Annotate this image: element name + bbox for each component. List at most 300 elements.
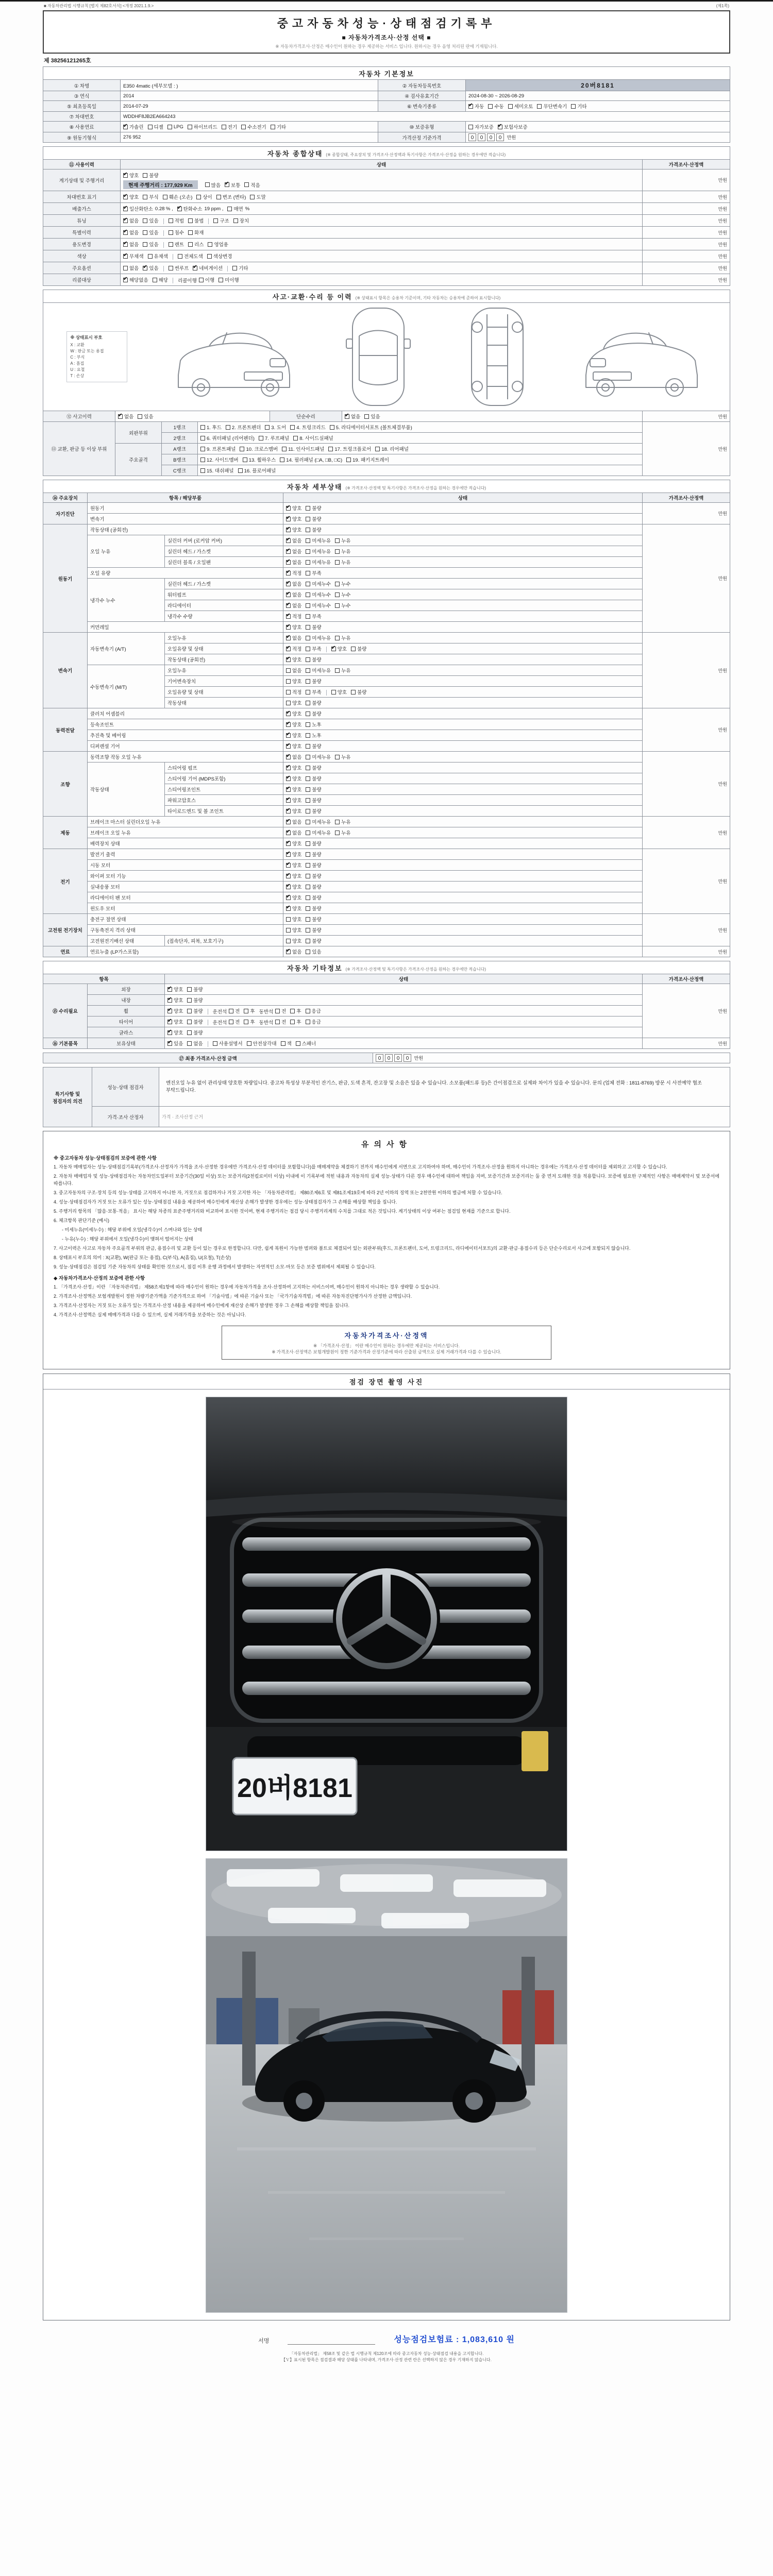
checkbox-option[interactable] (275, 1018, 286, 1025)
checkbox-option[interactable] (167, 1029, 183, 1036)
checkbox-option[interactable] (306, 602, 331, 609)
option-label: 유채색 (154, 254, 169, 260)
option-label: 양호 (292, 863, 302, 869)
use-history-label: 계기상태 및 주행거리 (43, 170, 121, 191)
checkbox-option[interactable] (143, 241, 158, 248)
checkbox-option[interactable] (306, 786, 321, 793)
checkbox-option[interactable] (187, 996, 203, 1004)
checkbox-option[interactable] (328, 445, 371, 452)
checkbox-option[interactable] (167, 1040, 183, 1047)
checkbox-option[interactable] (200, 434, 255, 442)
price-unit: 만원 (718, 727, 727, 733)
checkbox-option[interactable] (335, 591, 350, 598)
checkbox-option[interactable] (188, 241, 204, 248)
checkbox-option[interactable] (306, 905, 321, 912)
checkbox-option[interactable] (306, 894, 321, 901)
item-header: 항목 / 해당부품 (88, 493, 283, 503)
checkbox-option[interactable] (286, 872, 301, 879)
checkbox-option[interactable] (335, 818, 350, 825)
use-history-label: 튜닝 (43, 215, 121, 227)
checkbox-option[interactable] (286, 645, 301, 652)
checkbox-option[interactable] (188, 229, 204, 236)
price-unit: 만원 (718, 668, 727, 673)
checkbox-option[interactable] (123, 241, 139, 248)
checkbox-box (143, 230, 147, 235)
price-unit: 만원 (718, 265, 727, 271)
section-basic-info (43, 66, 730, 143)
checkbox-option[interactable] (335, 580, 350, 587)
checkbox-option[interactable] (286, 721, 301, 728)
item-cell: 브레이크 마스터 실린더오일 누유 (88, 817, 283, 827)
checkbox-option[interactable] (286, 786, 301, 793)
checkbox-option[interactable] (265, 423, 286, 431)
device-cell: 전기 (43, 849, 88, 914)
checkbox-option[interactable] (286, 569, 301, 577)
checkbox-option[interactable] (306, 937, 321, 944)
checkbox-option[interactable] (286, 796, 301, 804)
checkbox-option[interactable] (169, 229, 184, 236)
checkbox-option[interactable] (286, 699, 301, 706)
etc-row (43, 1016, 730, 1027)
checkbox-option[interactable] (271, 123, 286, 130)
checkbox-option[interactable] (225, 181, 240, 189)
simple-repair-label: 단순수리 (270, 411, 342, 422)
part-cell: 워터펌프 (165, 589, 283, 600)
status-cell (283, 622, 643, 633)
checkbox-option[interactable] (306, 677, 321, 685)
checkbox-option[interactable] (200, 445, 236, 452)
checkbox-option[interactable] (286, 656, 301, 663)
checkbox-option[interactable] (286, 851, 301, 858)
option-label: 부족 (312, 690, 322, 696)
checkbox-option[interactable] (286, 829, 301, 836)
checkbox-option[interactable] (306, 948, 321, 955)
checkbox-box (286, 787, 291, 792)
checkbox-option[interactable] (286, 504, 301, 512)
checkbox-option[interactable] (306, 591, 331, 598)
checkbox-option[interactable] (118, 413, 133, 420)
detail-row (43, 827, 730, 838)
option-label: 없음 (129, 218, 139, 224)
checkbox-option[interactable] (286, 807, 301, 815)
checkbox-box (118, 414, 123, 419)
checkbox-option[interactable] (196, 193, 212, 200)
checkbox-option[interactable] (123, 123, 144, 130)
checkbox-option[interactable] (233, 217, 249, 224)
checkbox-box (306, 603, 310, 608)
checkbox-option[interactable] (306, 710, 321, 717)
checkbox-option[interactable] (286, 894, 301, 901)
option-label: 미세누유 (312, 755, 331, 760)
checkbox-option[interactable] (123, 217, 139, 224)
option-label: 불량 (312, 625, 322, 631)
checkbox-option[interactable] (286, 916, 301, 923)
item-cell: 오일 누유 (88, 535, 165, 568)
checkbox-option[interactable] (571, 103, 586, 110)
option-label: 노후 (312, 733, 322, 739)
checkbox-option[interactable] (286, 623, 301, 631)
checkbox-option[interactable] (200, 467, 234, 474)
checkbox-option[interactable] (286, 905, 301, 912)
checkbox-option[interactable] (306, 851, 321, 858)
checkbox-option[interactable] (286, 937, 301, 944)
checkbox-box (488, 104, 493, 109)
checkbox-option[interactable] (286, 732, 301, 739)
checkbox-option[interactable] (306, 1018, 321, 1025)
checkbox-option[interactable] (335, 667, 350, 674)
checkbox-option[interactable] (222, 123, 237, 130)
checkbox-option[interactable] (200, 456, 239, 463)
checkbox-option[interactable] (216, 193, 246, 200)
checkbox-option[interactable] (335, 634, 350, 641)
checkbox-option[interactable] (498, 123, 528, 130)
checkbox-option[interactable] (200, 423, 222, 431)
option-label: 자가보증 (475, 125, 494, 130)
option-label: 양호 (292, 928, 302, 934)
checkbox-option[interactable] (306, 872, 321, 879)
checkbox-option[interactable] (306, 558, 331, 566)
checkbox-option[interactable] (306, 688, 321, 696)
checkbox-option[interactable] (275, 1007, 286, 1014)
checkbox-option[interactable] (306, 883, 321, 890)
checkbox-option[interactable] (193, 264, 223, 272)
checkbox-option[interactable] (163, 193, 193, 200)
checkbox-option[interactable] (335, 602, 350, 609)
checkbox-option[interactable] (178, 252, 203, 260)
legend-item: T : 손상 (70, 374, 85, 378)
checkbox-box (207, 254, 212, 259)
price-estimate-note: ※ 가격조사·산정액은 보험개발원이 정한 기준가격과 산정기준에 따라 산출된 금액으로 실제 거래가격과 다를 수 있습니다. (272, 1349, 501, 1354)
checkbox-option[interactable] (167, 1007, 183, 1014)
checkbox-option[interactable] (306, 613, 321, 620)
checkbox-option[interactable] (345, 413, 360, 420)
checkbox-option[interactable] (364, 413, 380, 420)
checkbox-option[interactable] (286, 515, 301, 522)
checkbox-option[interactable] (187, 986, 203, 993)
option-label: 불량 (312, 517, 322, 522)
checkbox-option[interactable] (306, 829, 331, 836)
checkbox-option[interactable] (286, 688, 301, 696)
checkbox-option[interactable] (468, 103, 484, 110)
checkbox-option[interactable] (508, 103, 533, 110)
option-label: 8. 사이드실패널 (299, 436, 333, 442)
checkbox-option[interactable] (290, 423, 325, 431)
checkbox-option[interactable] (226, 423, 261, 431)
checkbox-option[interactable] (286, 818, 301, 825)
checkbox-option[interactable] (306, 526, 321, 533)
checkbox-option[interactable] (187, 1029, 203, 1036)
checkbox-option[interactable] (306, 861, 321, 869)
checkbox-option[interactable] (306, 656, 321, 663)
checkbox-option[interactable] (335, 548, 350, 555)
checkbox-option[interactable] (219, 276, 239, 283)
checkbox-option[interactable] (123, 276, 148, 283)
checkbox-option[interactable] (306, 515, 321, 522)
checkbox-option[interactable] (167, 986, 183, 993)
option-label: 불량 (312, 917, 322, 923)
checkbox-box (306, 722, 310, 727)
checkbox-option[interactable] (286, 753, 301, 760)
checkbox-option[interactable] (148, 123, 163, 130)
checkbox-option[interactable] (169, 264, 189, 272)
checkbox-option[interactable] (330, 423, 412, 431)
checkbox-option[interactable] (286, 861, 301, 869)
checkbox-option[interactable] (286, 667, 301, 674)
checkbox-option[interactable] (232, 264, 248, 272)
checkbox-option[interactable] (187, 1040, 203, 1047)
checkbox-option[interactable] (280, 456, 342, 463)
checkbox-option[interactable] (351, 688, 366, 696)
checkbox-option[interactable] (306, 796, 321, 804)
option-label: 적정 (292, 614, 302, 620)
checkbox-option[interactable] (123, 252, 144, 260)
checkbox-option[interactable] (306, 775, 321, 782)
checkbox-option[interactable] (468, 123, 494, 130)
checkbox-option[interactable] (286, 580, 301, 587)
option-group-label: 동반석 (259, 1009, 274, 1015)
notice-item: 9. 성능·상태점검은 점검일 기준 자동차의 상태를 확인한 것으로서, 점검 이후 운행 과정에서 발생하는 자연적인 소모·마모 등은 보증 범위에서 제외될 수 있습니다. (54, 1264, 376, 1269)
checkbox-option[interactable] (306, 807, 321, 815)
option-label: 전 (281, 1020, 287, 1025)
option-label: 수소전기 (247, 125, 266, 130)
checkbox-option[interactable] (169, 241, 184, 248)
item-cell: 타이어 (88, 1016, 165, 1027)
checkbox-option[interactable] (281, 1040, 292, 1047)
checkbox-option[interactable] (488, 103, 503, 110)
checkbox-option[interactable] (286, 742, 301, 750)
option-label: 색상변경 (213, 254, 232, 260)
checkbox-option[interactable] (306, 742, 321, 750)
checkbox-option[interactable] (306, 634, 331, 641)
exchange-area-label: ⑬ 교환, 판금 등 이상 부위 (43, 422, 115, 476)
checkbox-option[interactable] (306, 667, 331, 674)
price-digit: 0 (404, 1054, 411, 1062)
checkbox-option[interactable] (286, 548, 301, 555)
price-cell (643, 849, 730, 914)
checkbox-option[interactable] (123, 193, 139, 200)
checkbox-option[interactable] (244, 181, 260, 189)
checkbox-box (286, 841, 291, 846)
checkbox-option[interactable] (167, 996, 183, 1004)
checkbox-option[interactable] (335, 829, 350, 836)
price-cell (643, 274, 730, 286)
car-rear-quarter-diagram (578, 309, 707, 404)
checkbox-option[interactable] (306, 645, 321, 652)
checkbox-option[interactable] (286, 710, 301, 717)
checkbox-box (123, 254, 128, 259)
checkbox-option[interactable] (306, 569, 321, 577)
checkbox-option[interactable] (351, 645, 366, 652)
status-cell (121, 262, 643, 274)
checkbox-option[interactable] (177, 205, 224, 212)
checkbox-option[interactable] (286, 558, 301, 566)
checkbox-option[interactable] (143, 193, 158, 200)
option-label: 네비게이션 (199, 266, 223, 272)
checkbox-option[interactable] (286, 634, 301, 641)
option-label: 있음 (371, 414, 380, 420)
checkbox-option[interactable] (138, 413, 153, 420)
checkbox-box (306, 841, 310, 846)
checkbox-option[interactable] (335, 753, 350, 760)
checkbox-option[interactable] (167, 1018, 183, 1025)
status-cell (283, 882, 643, 892)
checkbox-option[interactable] (205, 181, 221, 189)
checkbox-option[interactable] (306, 548, 331, 555)
checkbox-option[interactable] (244, 1007, 255, 1014)
checkbox-option[interactable] (286, 926, 301, 934)
option-label: 7. 루프패널 (264, 436, 290, 442)
checkbox-option[interactable] (331, 688, 347, 696)
detail-row (43, 535, 730, 546)
checkbox-option[interactable] (240, 445, 278, 452)
rank-items (198, 433, 643, 444)
checkbox-option[interactable] (167, 124, 183, 130)
signature-line[interactable] (288, 2344, 375, 2345)
checkbox-option[interactable] (153, 276, 168, 283)
checkbox-option[interactable] (199, 276, 214, 283)
checkbox-option[interactable] (306, 926, 321, 934)
checkbox-option[interactable] (213, 1040, 243, 1047)
checkbox-option[interactable] (188, 217, 204, 224)
checkbox-box (123, 195, 128, 199)
status-cell (283, 762, 643, 773)
checkbox-option[interactable] (306, 537, 331, 544)
detail-row (43, 871, 730, 882)
checkbox-box (286, 906, 291, 911)
device-cell: 원동기 (43, 524, 88, 633)
status-cell (283, 827, 643, 838)
item-cell: 충전구 절연 상태 (88, 914, 283, 925)
checkbox-option[interactable] (187, 1007, 203, 1014)
checkbox-option[interactable] (241, 123, 266, 130)
checkbox-option[interactable] (286, 677, 301, 685)
checkbox-box (200, 436, 205, 440)
checkbox-option[interactable] (123, 172, 139, 179)
section-overall-condition (43, 146, 730, 286)
checkbox-option[interactable] (286, 840, 301, 847)
checkbox-option[interactable] (306, 753, 331, 760)
checkbox-option[interactable] (259, 434, 289, 442)
status-cell (283, 849, 643, 860)
checkbox-option[interactable] (148, 252, 169, 260)
checkbox-option[interactable] (306, 721, 321, 728)
checkbox-option[interactable] (169, 217, 184, 224)
checkbox-option[interactable] (286, 883, 301, 890)
checkbox-option[interactable] (306, 764, 321, 771)
checkbox-option[interactable] (286, 948, 301, 955)
checkbox-option[interactable] (143, 264, 158, 272)
checkbox-option[interactable] (306, 699, 321, 706)
checkbox-box (229, 1009, 233, 1013)
engine-type-value: 276 952 (121, 132, 378, 143)
checkbox-box (227, 207, 232, 211)
car-top-view-diagram (340, 304, 417, 410)
checkbox-option[interactable] (243, 456, 276, 463)
checkbox-option[interactable] (306, 840, 321, 847)
checkbox-option[interactable] (290, 1007, 301, 1014)
checkbox-option[interactable] (286, 591, 301, 598)
part-cell: 기어변속장치 (165, 676, 283, 687)
checkbox-box (306, 657, 310, 662)
section-note: (※ 상태표시 항목은 승용차 기준이며, 기타 자동차는 승용차에 준하여 표시합니다) (355, 296, 501, 300)
checkbox-option[interactable] (296, 1040, 316, 1047)
checkbox-option[interactable] (306, 732, 321, 739)
checkbox-option[interactable] (143, 217, 158, 224)
option-label: 기타 (276, 125, 287, 130)
checkbox-option[interactable] (123, 264, 139, 272)
checkbox-option[interactable] (286, 526, 301, 533)
checkbox-option[interactable] (286, 602, 301, 609)
checkbox-option[interactable] (188, 123, 217, 130)
checkbox-option[interactable] (208, 241, 228, 248)
checkbox-box (169, 266, 173, 270)
checkbox-option[interactable] (250, 193, 265, 200)
checkbox-option[interactable] (123, 229, 139, 236)
option-label: 없음 (292, 592, 302, 598)
checkbox-option[interactable] (207, 252, 232, 260)
checkbox-option[interactable] (227, 205, 249, 212)
option-label: 이행 (205, 278, 215, 283)
fuel-label: ⑧ 사용연료 (43, 122, 121, 132)
checkbox-option[interactable] (229, 1018, 240, 1025)
checkbox-option[interactable] (375, 445, 409, 452)
use-history-label: 색상 (43, 250, 121, 262)
checkbox-option[interactable] (306, 916, 321, 923)
checkbox-option[interactable] (335, 537, 350, 544)
basic-info-table (43, 79, 730, 143)
checkbox-option[interactable] (286, 764, 301, 771)
checkbox-option[interactable] (247, 1040, 277, 1047)
checkbox-option[interactable] (306, 623, 321, 631)
checkbox-option[interactable] (306, 818, 331, 825)
checkbox-option[interactable] (286, 537, 301, 544)
checkbox-option[interactable] (306, 1007, 321, 1014)
checkbox-box (123, 266, 128, 270)
checkbox-option[interactable] (123, 205, 173, 212)
checkbox-option[interactable] (331, 645, 347, 652)
checkbox-option[interactable] (290, 1018, 301, 1025)
checkbox-option[interactable] (213, 217, 229, 224)
checkbox-option[interactable] (229, 1007, 240, 1014)
use-history-label: 용도변경 (43, 239, 121, 250)
device-cell: 제동 (43, 817, 88, 849)
option-label: 양호 (292, 766, 302, 771)
checkbox-option[interactable] (244, 1018, 255, 1025)
car-diagrams (43, 303, 730, 411)
legend-item: W : 판금 또는 용접 (70, 349, 104, 353)
checkbox-option[interactable] (143, 172, 158, 179)
checkbox-option[interactable] (293, 434, 333, 442)
option-label: 불량 (193, 1009, 203, 1014)
checkbox-option[interactable] (282, 445, 324, 452)
checkbox-option[interactable] (537, 103, 567, 110)
part-cell: 냉각수 수량 (165, 611, 283, 622)
checkbox-option[interactable] (286, 775, 301, 782)
checkbox-option[interactable] (238, 467, 276, 474)
option-label: 일산화탄소 (129, 207, 153, 212)
checkbox-box (306, 928, 310, 933)
checkbox-option[interactable] (143, 229, 158, 236)
checkbox-option[interactable] (286, 613, 301, 620)
checkbox-option[interactable] (306, 504, 321, 512)
checkbox-option[interactable] (335, 558, 350, 566)
transmission-label: ⑥ 변속기종류 (378, 101, 466, 112)
checkbox-option[interactable] (306, 580, 331, 587)
option-label: 불량 (312, 798, 322, 804)
checkbox-option[interactable] (187, 1018, 203, 1025)
checkbox-option[interactable] (346, 456, 389, 463)
option-label: 없음 (292, 755, 302, 760)
